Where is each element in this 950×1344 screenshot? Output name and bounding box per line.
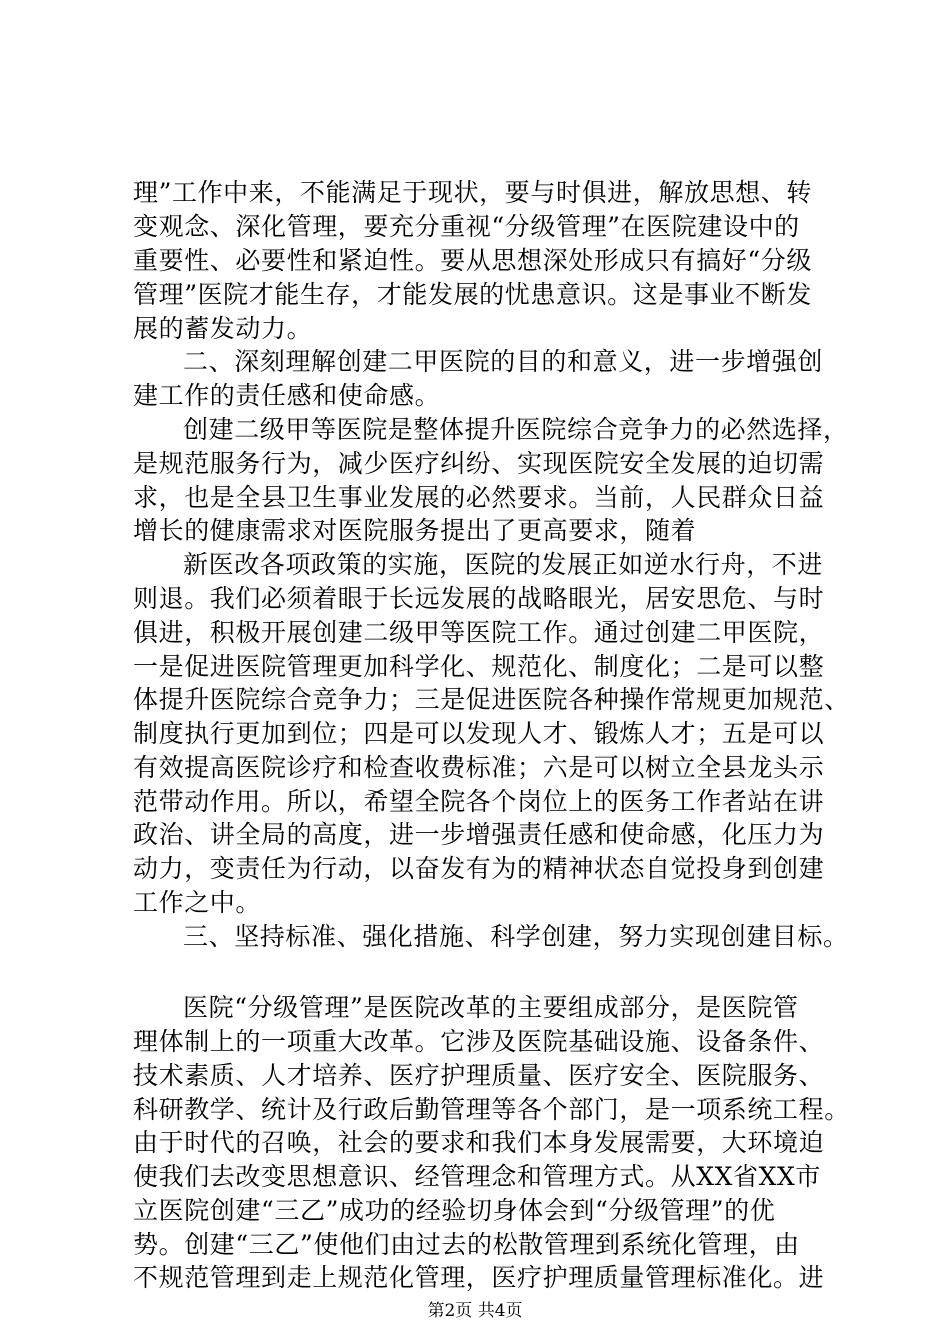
text-line: 技术素质、人才培养、医疗护理质量、医疗安全、医院服务、 xyxy=(133,1061,825,1090)
text-line: 理体制上的一项重大改革。它涉及医院基础设施、设备条件、 xyxy=(133,1027,825,1056)
text-line: 工作之中。 xyxy=(133,888,262,917)
text-line: 变观念、深化管理，要充分重视“分级管理”在医院建设中的 xyxy=(133,212,800,241)
text-line: 一是促进医院管理更加科学化、规范化、制度化；二是可以整 xyxy=(133,652,825,681)
text-line: 有效提高医院诊疗和检查收费标准；六是可以树立全县龙头示 xyxy=(133,753,825,782)
text-line: 增长的健康需求对医院服务提出了更高要求，随着 xyxy=(133,516,697,545)
text-line: 政治、讲全局的高度，进一步增强责任感和使命感，化压力为 xyxy=(133,820,825,849)
text-line: 动力，变责任为行动，以奋发有为的精神状态自觉投身到创建 xyxy=(133,854,825,883)
text-line: 理”工作中来，不能满足于现状，要与时俱进，解放思想、转 xyxy=(133,178,812,207)
text-line: 不规范管理到走上规范化管理，医疗护理质量管理标准化。进 xyxy=(133,1263,825,1292)
text-line: 管理”医院才能生存，才能发展的忧患意识。这是事业不断发 xyxy=(133,280,812,309)
paragraph-start: 创建二级甲等医院是整体提升医院综合竞争力的必然选择， xyxy=(183,415,849,444)
text-line: 制度执行更加到位；四是可以发现人才、锻炼人才；五是可以 xyxy=(133,719,825,748)
text-line: 势。创建“三乙”使他们由过去的松散管理到系统化管理，由 xyxy=(133,1230,800,1259)
section-heading-2: 二、深刻理解创建二甲医院的目的和意义，进一步增强创 xyxy=(183,347,824,376)
page-footer: 第2页 共4页 xyxy=(427,1301,523,1321)
text-line: 是规范服务行为，减少医疗纠纷、实现医院安全发展的迫切需 xyxy=(133,449,825,478)
text-line: 科研教学、统计及行政后勤管理等各个部门，是一项系统工程。 xyxy=(133,1095,850,1124)
text-line: 由于时代的召唤，社会的要求和我们本身发展需要，大环境迫 xyxy=(133,1128,825,1157)
paragraph-start: 新医改各项政策的实施，医院的发展正如逆水行舟，不进 xyxy=(183,550,824,579)
text-line: 体提升医院综合竞争力；三是促进医院各种操作常规更加规范、 xyxy=(133,685,850,714)
paragraph-start: 医院“分级管理”是医院改革的主要组成部分，是医院管 xyxy=(183,993,799,1022)
text-line: 展的蓄发动力。 xyxy=(133,314,313,343)
text-line: 建工作的责任感和使命感。 xyxy=(133,381,441,410)
text-line: 使我们去改变思想意识、经管理念和管理方式。从XX省XX市 xyxy=(133,1162,821,1191)
text-line: 范带动作用。所以，希望全院各个岗位上的医务工作者站在讲 xyxy=(133,787,825,816)
text-line: 重要性、必要性和紧迫性。要从思想深处形成只有搞好“分级 xyxy=(133,246,812,275)
text-line: 俱进，积极开展创建二级甲等医院工作。通过创建二甲医院， xyxy=(133,618,825,647)
text-line: 求，也是全县卫生事业发展的必然要求。当前，人民群众日益 xyxy=(133,483,825,512)
section-heading-3: 三、坚持标准、强化措施、科学创建，努力实现创建目标。 xyxy=(183,922,849,951)
text-line: 则退。我们必须着眼于长远发展的战略眼光，居安思危、与时 xyxy=(133,584,825,613)
text-line: 立医院创建“三乙”成功的经验切身体会到“分级管理”的优 xyxy=(133,1196,776,1225)
